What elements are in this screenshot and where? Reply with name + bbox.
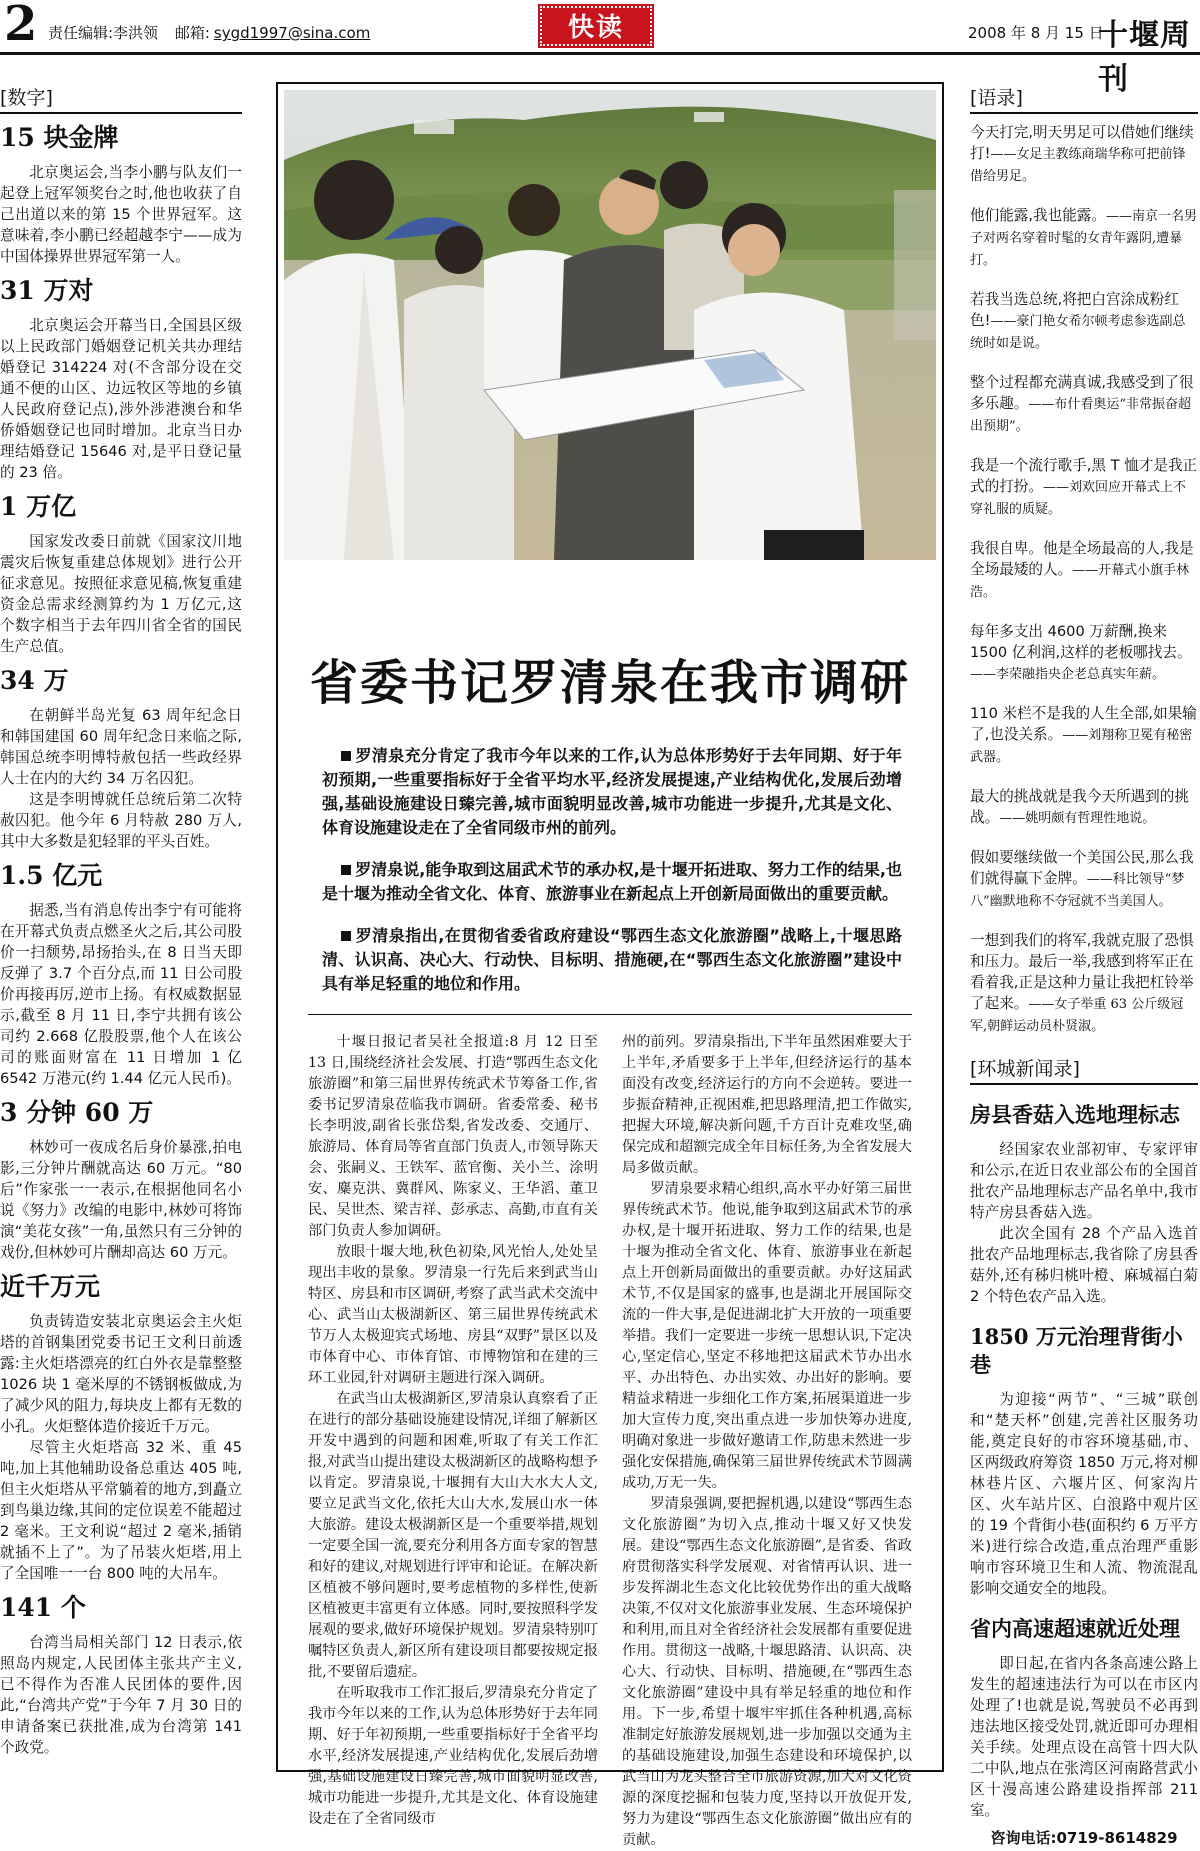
- quotes-list: [970, 122, 1198, 1037]
- article-para: 罗清泉强调,要把握机遇,以建设“鄂西生态文化旅游圈”为切入点,推动十堰又好又快发展。建设“鄂西生态文化旅游圈”,是省委、省政府贯彻落实科学发展观、对省情再认识、进一步发挥湖北生态文化比较优势作出的重大战略决策,不仅对文化旅游事业发展、生态环境保护和利用,而且对全省经济社会发展都有重要促进作用。贯彻这一战略,十堰思路清、认识高、决心大、行动快、目标明、措施硬,在“鄂西生态文化旅游圈”建设中具有举足轻重的地位和作用。下一步,希望十堰牢牢抓住各种机遇,高标准制定好旅游发展规划,进一步加强以交通为主的基础设施建设,加强生态建设和环境保护,以武当山为龙头整合全市旅游资源,加大对文化资源的深度挖掘和包装力度,坚持以开放促开发,努力为建设“鄂西生态文化旅游圈”做出应有的贡献。: [622, 1496, 912, 1848]
- number-body: 负责铸造安装北京奥运会主火炬塔的首钢集团党委书记王文利日前透露:主火炬塔漂亮的红白外衣是靠整整 1026 块 1 毫米厚的不锈钢板做成,为了减少风的阻力,每块皮上都有无数的小孔。火炬整体造价接近千万元。: [0, 1313, 242, 1435]
- news-headline: 1850 万元治理背街小巷: [970, 1324, 1183, 1377]
- article-para: 在武当山太极湖新区,罗清泉认真察看了正在进行的部分基础设施建设情况,详细了解新区开发中遇到的问题和困难,听取了有关工作汇报,对武当山提出建设太极湖新区的战略构想予以肯定。罗清泉说,十堰拥有大山大水大人文,要立足武当文化,依托大山大水,发展山水一体大旅游。建设太极湖新区是一个重要举措,规划一定要全国一流,要充分利用各方面专家的智慧和好的建议,对规划进行评审和论证。在解决新区植被不够问题时,要考虑植物的多样性,使新区植被更丰富更有立体感。同时,要按照科学发展观的要求,做好环境保护规划。罗清泉特别叮嘱特区负责人,新区所有建设项目都要按规定报批,不要留后遗症。: [308, 1391, 598, 1680]
- number-item: [0, 860, 242, 1089]
- quote-text: 每年多支出 4600 万薪酬,换来 1500 亿利润,这样的老板哪找去。: [970, 623, 1192, 661]
- quote-text: 他们能露,我也能露。: [970, 207, 1106, 224]
- summary-para: 罗清泉充分肯定了我市今年以来的工作,认为总体形势好于去年同期、好于年初预期,一些重要指标好于全省平均水平,经济发展提速,产业结构优化,发展后劲增强,基础设施建设日臻完善,城市面貌明显改善,城市功能进一步提升,尤其是文化、体育设施建设走在了全省同级市州的前列。: [322, 746, 902, 837]
- article-column-1: [308, 1032, 598, 1827]
- number-item: [0, 122, 242, 267]
- number-headline: 15 块金牌: [0, 123, 119, 152]
- number-item: [0, 1271, 242, 1584]
- news-item: [970, 1101, 1198, 1307]
- number-headline: 141 个: [0, 1593, 86, 1622]
- feature-photo: [284, 90, 936, 560]
- number-item: [0, 1592, 242, 1758]
- bullet-square-icon: [341, 931, 351, 941]
- bullet-square-icon: [341, 865, 351, 875]
- quote-item: [970, 455, 1198, 520]
- article-para: 放眼十堰大地,秋色初染,风光怡人,处处呈现出丰收的景象。罗清泉一行先后来到武当山特区、房县和市区调研,考察了武当武术交流中心、武当山太极湖新区、第三届世界传统武术节万人太极迎宾式场地、房县“双野”景区以及市体育中心、市体育馆、市博物馆和在建的三环工业园,针对调研主题进行深入调研。: [308, 1244, 598, 1386]
- quote-item: [970, 930, 1198, 1037]
- number-item: [0, 665, 242, 852]
- news-item: [970, 1323, 1198, 1599]
- quote-item: [970, 847, 1198, 912]
- numbers-label: [数字]: [0, 84, 242, 114]
- photo-illustration: [284, 90, 936, 560]
- page-number: 2: [4, 0, 38, 52]
- quote-item: [970, 786, 1198, 829]
- quote-source: ——开幕式小旗手林浩。: [970, 563, 1190, 600]
- numbers-list: [0, 122, 242, 1758]
- numbers-column: [0, 84, 242, 1774]
- number-item: [0, 1097, 242, 1263]
- quote-item: [970, 122, 1198, 187]
- feature-headline: 省委书记罗清泉在我市调研: [309, 655, 910, 711]
- feature-story: [276, 82, 944, 1848]
- paper-name: 十堰周刊: [1098, 18, 1191, 97]
- number-body: 这是李明博就任总统后第二次特赦囚犯。他今年 6 月特赦 280 万人,其中大多数是犯轻罪的平头百姓。: [0, 791, 242, 850]
- number-item: [0, 275, 242, 483]
- quote-item: [970, 205, 1198, 271]
- issue-date: 2008 年 8 月 15 日: [968, 24, 1104, 42]
- summary-para: 罗清泉指出,在贯彻省委省政府建设“鄂西生态文化旅游圈”战略上,十堰思路清、认识高、决心大、行动快、目标明、措施硬,在“鄂西生态文化旅游圈”建设中具有举足轻重的地位和作用。: [322, 926, 902, 993]
- news-headline: 省内高速超速就近处理: [970, 1616, 1180, 1641]
- number-headline: 34 万: [0, 666, 69, 695]
- section-tab[interactable]: 快读: [540, 6, 652, 46]
- bullet-square-icon: [341, 751, 351, 761]
- feature-summary: [322, 744, 902, 1014]
- quote-source: ——刘欢回应开幕式上不穿礼服的质疑。: [970, 480, 1186, 517]
- quote-source: ——豪门艳女希尔顿考虑参选副总统时如是说。: [970, 314, 1186, 351]
- quote-text: 一想到我们的将军,我就克服了恐惧和压力。最后一举,我感到将军正在看着我,正是这种力量让我把杠铃举了起来。: [970, 932, 1194, 1012]
- quote-item: [970, 703, 1198, 768]
- editor-line: [48, 22, 370, 43]
- news-body: 经国家农业部初审、专家评审和公示,在近日农业部公布的全国首批农产品地理标志产品名单中,我市特产房县香菇入选。: [970, 1141, 1198, 1221]
- quote-text: 我是一个流行歌手,黑 T 恤才是我正式的打扮。: [970, 457, 1198, 495]
- page-header: [0, 0, 1200, 97]
- quote-text: 今天打完,明天男足可以借她们继续打!: [970, 124, 1194, 162]
- news-headline: 房县香菇入选地理标志: [970, 1102, 1180, 1127]
- article-para: 在听取我市工作汇报后,罗清泉充分肯定了我市今年以来的工作,认为总体形势好于去年同期、好于年初预期,一些重要指标好于全省平均水平,经济发展提速,产业结构优化,发展后劲增强,基础设施建设日臻完善,城市面貌明显改善,城市功能进一步提升,尤其是文化、体育设施建设走在了全省同级市: [308, 1685, 598, 1827]
- number-body: 在朝鲜半岛光复 63 周年纪念日和韩国建国 60 周年纪念日来临之际,韩国总统李明博特赦包括一些政经界人士在内的大约 34 万名囚犯。: [0, 707, 242, 787]
- right-column: [970, 84, 1198, 1847]
- quote-source: ——李荣融指央企老总真实年薪。: [970, 667, 1166, 682]
- quote-source: ——女子举重 63 公斤级冠军,朝鲜运动员朴贤淑。: [970, 997, 1184, 1034]
- number-body: 据悉,当有消息传出李宁有可能将在开幕式负责点燃圣火之后,其公司股价一扫颓势,昂扬抬头,在 8 日当天即反弹了 3.7 个百分点,而 11 日公司股价再接再厉,逆市上扬。有权威数据显示,截至 8 月 11 日,李宁共拥有该公司约 2.668 亿股股票,他个人在该公司的账面财富在 11 日增加 1 亿 6542 万港元(约 1.44 亿元人民币)。: [0, 902, 242, 1087]
- header-rule: [0, 52, 1200, 55]
- summary-divider: [308, 1014, 912, 1015]
- number-headline: 近千万元: [0, 1272, 101, 1301]
- number-body: 北京奥运会开幕当日,全国县区级以上民政部门婚姻登记机关共办理结婚登记 314224 对(不含部分设在交通不便的山区、边远牧区等地的乡镇人民政府登记点),涉外涉港澳台和华侨婚姻登记也同时增加。北京当日办理结婚登记 15646 对,是平日登记量的 23 倍。: [0, 317, 242, 481]
- env-news-label: [环城新闻录]: [970, 1055, 1198, 1085]
- editor-name: 责任编辑:李洪领: [48, 24, 159, 42]
- number-headline: 1.5 亿元: [0, 861, 103, 890]
- news-body: 此次全国有 28 个产品入选首批农产品地理标志,我省除了房县香菇外,还有秭归桃叶橙、麻城福白菊 2 个特色农产品入选。: [970, 1225, 1198, 1305]
- quote-source: ——布什看奥运“非常振奋超出预期”。: [970, 397, 1192, 434]
- number-headline: 31 万对: [0, 276, 94, 305]
- number-item: [0, 491, 242, 657]
- quote-text: 假如要继续做一个美国公民,那么我们就得赢下金牌。: [970, 849, 1194, 887]
- number-body: 国家发改委日前就《国家汶川地震灾后恢复重建总体规划》进行公开征求意见。按照征求意见稿,恢复重建资金总需求经测算约为 1 万亿元,这个数字相当于去年四川省全省的国民生产总值。: [0, 533, 242, 655]
- quote-source: ——姚明颇有哲理性地说。: [999, 811, 1156, 826]
- quote-item: [970, 538, 1198, 603]
- quote-source: ——刘翔称卫冕有秘密武器。: [970, 728, 1193, 765]
- quote-item: [970, 621, 1198, 685]
- contact-phone: 咨询电话:0719-8614829: [990, 1829, 1178, 1847]
- news-body: 为迎接“两节”、“三城”联创和“楚天杯”创建,完善社区服务功能,奠定良好的市容环境基础,市、区两级政府筹资 1850 万元,将对柳林巷片区、六堰片区、何家沟片区、火车站片区、白浪路中观片区的 19 个背街小巷(面积约 6 万平方米)进行综合改造,重点治理严重影响市容环境卫生和人流、物流混乱影响交通安全的地段。: [970, 1391, 1198, 1597]
- news-item: [970, 1615, 1198, 1821]
- quote-text: 整个过程都充满真诚,我感受到了很多乐趣。: [970, 374, 1194, 412]
- quote-source: ——科比领导“梦八”幽默地称不夺冠就不当美国人。: [970, 872, 1185, 909]
- news-body: 即日起,在省内各条高速公路上发生的超速违法行为可以在市区内处理了!也就是说,驾驶员不必再到违法地区接受处罚,就近即可办理相关手续。处理点设在高管十四大队二中队,地点在张湾区河南路营武小区十漫高速公路建设指挥部 211 室。: [970, 1655, 1198, 1819]
- email-label: 邮箱:: [174, 24, 210, 42]
- quote-text: 若我当选总统,将把白宫涂成粉红色!: [970, 291, 1179, 329]
- quote-text: 我很自卑。他是全场最高的人,我是全场最矮的人。: [970, 540, 1194, 578]
- number-headline: 1 万亿: [0, 492, 77, 521]
- article-para: 罗清泉要求精心组织,高水平办好第三届世界传统武术节。他说,能争取到这届武术节的承办权,是十堰开拓进取、努力工作的结果,也是十堰为推动全省文化、体育、旅游事业在新起点上开创新局面做出的重要贡献。办好这届武术节,不仅是国家的盛事,也是湖北开展国际交流的一件大事,是促进湖北扩大开放的一项重要举措。我们一定要进一步统一思想认识,下定决心,坚定信心,坚定不移地把这届武术节办出水平、办出特色、办出实效、办出好的影响。要精益求精进一步细化工作方案,拓展渠道进一步加大宣传力度,突出重点进一步加快筹办进度,明确对象进一步做好邀请工作,防患未然进一步强化安保措施,确保第三届世界传统武术节圆满成功,万无一失。: [622, 1181, 912, 1491]
- quote-text: 最大的挑战就是我今天所遇到的挑战。: [970, 788, 1189, 826]
- number-body: 林妙可一夜成名后身价暴涨,拍电影,三分钟片酬就高达 60 万元。“80 后”作家张一一表示,在根据他同名小说《努力》改编的电影中,林妙可将饰演“美花女孩”一角,虽然只有三分钟的戏份,但林妙可片酬却高达 60 万元。: [0, 1139, 242, 1261]
- number-body: 北京奥运会,当李小鹏与队友们一起登上冠军领奖台之时,他也收获了自己出道以来的第 15 个世界冠军。这意味着,李小鹏已经超越李宁——成为中国体操界世界冠军第一人。: [0, 164, 242, 265]
- number-headline: 3 分钟 60 万: [0, 1098, 154, 1127]
- env-news-list: [970, 1101, 1198, 1821]
- summary-para: 罗清泉说,能争取到这届武术节的承办权,是十堰开拓进取、努力工作的结果,也是十堰为推动全省文化、体育、旅游事业在新起点上开创新局面做出的重要贡献。: [322, 860, 902, 903]
- feature-article: [308, 1032, 912, 1848]
- quote-source: ——南京一名男子对两名穿着时髦的女青年露阴,遭暴打。: [970, 209, 1197, 268]
- quote-text: 110 米栏不是我的人生全部,如果输了,也没关系。: [970, 705, 1197, 743]
- email-link[interactable]: sygd1997@sina.com: [213, 24, 371, 42]
- article-para: 十堰日报记者吴社全报道:8 月 12 日至 13 日,围绕经济社会发展、打造“鄂西生态文化旅游圈”和第三届世界传统武术节筹备工作,省委书记罗清泉莅临我市调研。省委常委、秘书长李明波,副省长张岱梨,省发改委、交通厅、旅游局、体育局等省直部门负责人,市领导陈天会、张嗣义、王铁军、蓝官衡、关小兰、涂明安、麋克洪、冀群风、陈家义、王华滔、董卫民、吴世杰、梁吉祥、彭承志、高勤,市直有关部门负责人参加调研。: [308, 1034, 598, 1239]
- article-para: 州的前列。罗清泉指出,下半年虽然困难要大于上半年,矛盾要多于上半年,但经济运行的基本面没有改变,经济运行的方向不会逆转。要进一步振奋精神,正视困难,把思路理清,把工作做实,把握大环境,解决新问题,千方百计克难攻坚,确保完成和超额完成全年目标任务,为全省发展大局多做贡献。: [622, 1034, 912, 1176]
- quote-item: [970, 289, 1198, 354]
- quote-item: [970, 372, 1198, 437]
- article-column-2: [622, 1032, 912, 1848]
- quote-source: ——女足主教练商瑞华称可把前锋借给男足。: [970, 147, 1186, 184]
- number-body: 尽管主火炬塔高 32 米、重 45 吨,加上其他辅助设备总重达 405 吨,但主火炬塔从平常躺着的地方,到矗立到鸟巢边缘,其间的定位误差不能超过 2 毫米。王文利说“超过 2 毫米,插销就插不上了”。为了吊装火炬塔,用上了全国唯一一台 800 吨的大吊车。: [0, 1439, 242, 1582]
- number-body: 台湾当局相关部门 12 日表示,依照岛内规定,人民团体主张共产主义,已不得作为否准人民团体的要件,因此,“台湾共产党”于今年 7 月 30 日的申请备案已获批准,成为台湾第 141 个政党。: [0, 1634, 242, 1756]
- quotes-label: [语录]: [970, 84, 1198, 114]
